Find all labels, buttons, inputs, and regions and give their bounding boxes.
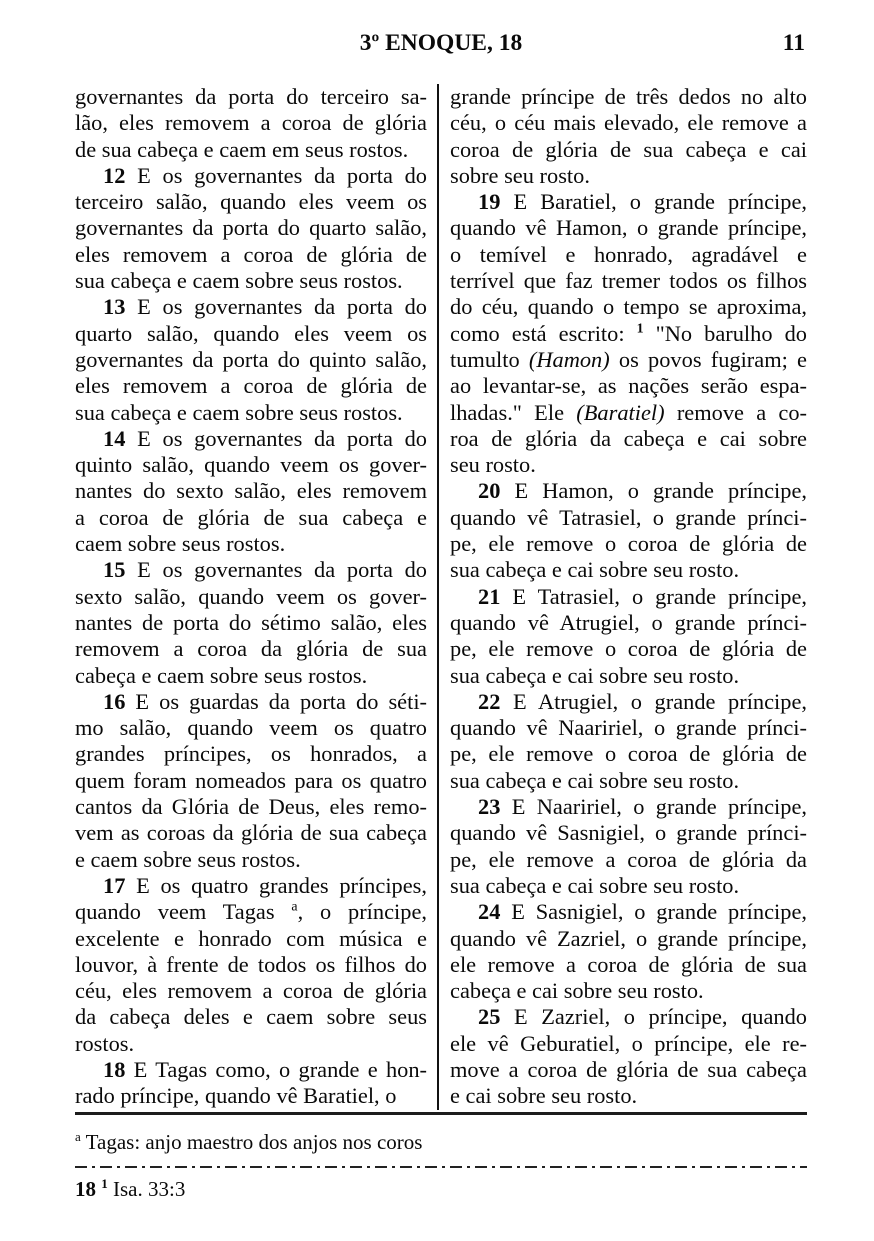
text-line: quando vê Naaririel, o grande prínci- [450, 715, 807, 741]
text-line: céu, o céu mais elevado, ele remove a [450, 110, 807, 136]
text-line: de sua cabeça e caem em seus rostos. [75, 136, 409, 162]
text-line: quinto salão, quando veem os gover- [75, 452, 427, 478]
text-line: do céu, quando o tempo se aproxima, [450, 294, 807, 320]
text-line: rostos. [75, 1030, 135, 1056]
text-line: 15 E os governantes da porta do [103, 557, 427, 583]
text-line: tumulto (Hamon) os povos fugiram; e [450, 346, 807, 372]
text-line: 16 E os guardas da porta do séti- [103, 688, 427, 714]
column-divider [437, 84, 439, 1110]
text-line: quando vê Tatrasiel, o grande prínci- [450, 504, 807, 530]
text-line: 18 E Tagas como, o grande e hon- [103, 1056, 427, 1082]
text-line: sua cabeça e caem sobre seus rostos. [75, 268, 403, 294]
text-line: 23 E Naaririel, o grande príncipe, [478, 794, 807, 820]
text-line: 20 E Hamon, o grande príncipe, [478, 478, 807, 504]
text-line: coroa de glória de sua cabeça e cai [450, 136, 807, 162]
text-line: mo salão, quando veem os quatro [75, 715, 427, 741]
text-line: nantes do sexto salão, eles removem [75, 478, 427, 504]
text-columns [75, 84, 807, 1110]
text-line: sobre seu rosto. [450, 162, 590, 188]
text-line: 17 E os quatro grandes príncipes, [103, 872, 427, 898]
text-line: ao levantar-se, as nações serão espa- [450, 373, 807, 399]
footnote-tagas: $^a$ Tagas: anjo maestro dos anjos nos coros [75, 1129, 423, 1154]
page-number: 11 [782, 30, 805, 56]
text-line: governantes da porta do quinto salão, [75, 346, 427, 372]
left-column [75, 84, 427, 1110]
text-line: sua cabeça e cai sobre seu rosto. [450, 872, 740, 898]
text-line: quem foram nomeados para os quatro [75, 767, 427, 793]
text-line: da cabeça deles e caem sobre seus [75, 1004, 427, 1030]
text-line: ele remove a coroa de glória de sua [450, 951, 807, 977]
text-line: 19 E Baratiel, o grande príncipe, [478, 189, 807, 215]
text-line: sua cabeça e cai sobre seu rosto. [450, 557, 740, 583]
text-line: sexto salão, quando veem os gover- [75, 583, 427, 609]
text-line: 12 E os governantes da porta do [103, 162, 427, 188]
text-line: caem sobre seus rostos. [75, 531, 286, 557]
text-line: governantes da porta do terceiro sa- [75, 84, 427, 109]
footnote-separator-rule [75, 1112, 807, 1115]
text-line: lhadas." Ele (Baratiel) remove a co- [450, 399, 807, 425]
text-line: 22 E Atrugiel, o grande príncipe, [478, 688, 807, 714]
text-line: eles removem a coroa de glória de [75, 241, 427, 267]
text-line: a coroa de glória de sua cabeça e [75, 504, 427, 530]
text-line: quando vê Atrugiel, o grande prínci- [450, 609, 807, 635]
text-line: governantes da porta do quarto salão, [75, 215, 427, 241]
text-line: cabeça e cai sobre seu rosto. [450, 978, 704, 1004]
text-line: nantes de porta do sétimo salão, eles [75, 609, 427, 635]
text-line: 13 E os governantes da porta do [103, 294, 427, 320]
text-line: cantos da Glória de Deus, eles remo- [75, 794, 427, 820]
page-header [75, 27, 807, 59]
text-line: 24 E Sasnigiel, o grande príncipe, [478, 899, 807, 925]
text-line: pe, ele remove o coroa de glória de [450, 531, 807, 557]
text-line: eles removem a coroa de glória de [75, 373, 427, 399]
footnote-cross-reference: 18 $^1$ Isa. 33:3 [75, 1176, 186, 1201]
text-line: excelente e honrado com música e [75, 925, 427, 951]
text-line: céu, eles removem a coroa de glória [75, 978, 427, 1004]
text-line: seu rosto. [450, 452, 536, 478]
text-line: roa de glória da cabeça e cai sobre [450, 425, 807, 451]
text-line: sua cabeça e cai sobre seu rosto. [450, 767, 740, 793]
text-line: cabeça e caem sobre seus rostos. [75, 662, 368, 688]
text-line: pe, ele remove o coroa de glória de [450, 741, 807, 767]
text-line: vem as coroas da glória de sua cabeça [75, 820, 427, 846]
text-line: sua cabeça e caem sobre seus rostos. [75, 399, 403, 425]
text-line: quando veem Tagas $^a$, o príncipe, [75, 899, 427, 925]
footnotes-section [75, 1112, 807, 1202]
text-line: terceiro salão, quando eles veem os [75, 189, 427, 215]
text-line: louvor, à frente de todos os filhos do [75, 951, 427, 977]
text-line: como está escrito: $^1$ "No barulho do [450, 320, 807, 346]
text-line: move a coroa de glória de sua cabeça [450, 1056, 807, 1082]
dash-dot-rule [75, 1166, 807, 1168]
text-line: 21 E Tatrasiel, o grande príncipe, [478, 583, 807, 609]
text-line: pe, ele remove a coroa de glória da [450, 846, 807, 872]
text-line: grande príncipe de três dedos no alto [450, 84, 807, 109]
text-line: ele vê Geburatiel, o príncipe, ele re- [450, 1030, 807, 1056]
text-line: grandes príncipes, os honrados, a [75, 741, 427, 767]
text-line: sua cabeça e cai sobre seu rosto. [450, 662, 740, 688]
text-line: quarto salão, quando eles veem os [75, 320, 427, 346]
text-line: pe, ele remove o coroa de glória de [450, 636, 807, 662]
text-line: removem a coroa da glória de sua [75, 636, 427, 662]
text-line: 14 E os governantes da porta do [103, 425, 427, 451]
text-line: 25 E Zazriel, o príncipe, quando [478, 1004, 807, 1030]
text-line: e cai sobre seu rosto. [450, 1083, 638, 1109]
text-line: lão, eles removem a coroa de glória [75, 110, 427, 136]
text-line: e caem sobre seus rostos. [75, 846, 301, 872]
right-column [450, 84, 807, 1110]
text-line: rado príncipe, quando vê Baratiel, o [75, 1083, 397, 1109]
page-title: 3º ENOQUE, 18 [359, 30, 523, 56]
text-line: terrível que faz tremer todos os filhos [450, 268, 807, 294]
text-line: quando vê Hamon, o grande príncipe, [450, 215, 807, 241]
text-line: quando vê Zazriel, o grande príncipe, [450, 925, 807, 951]
text-line: o temível e honrado, agradável e [450, 241, 807, 267]
text-line: quando vê Sasnigiel, o grande prínci- [450, 820, 807, 846]
